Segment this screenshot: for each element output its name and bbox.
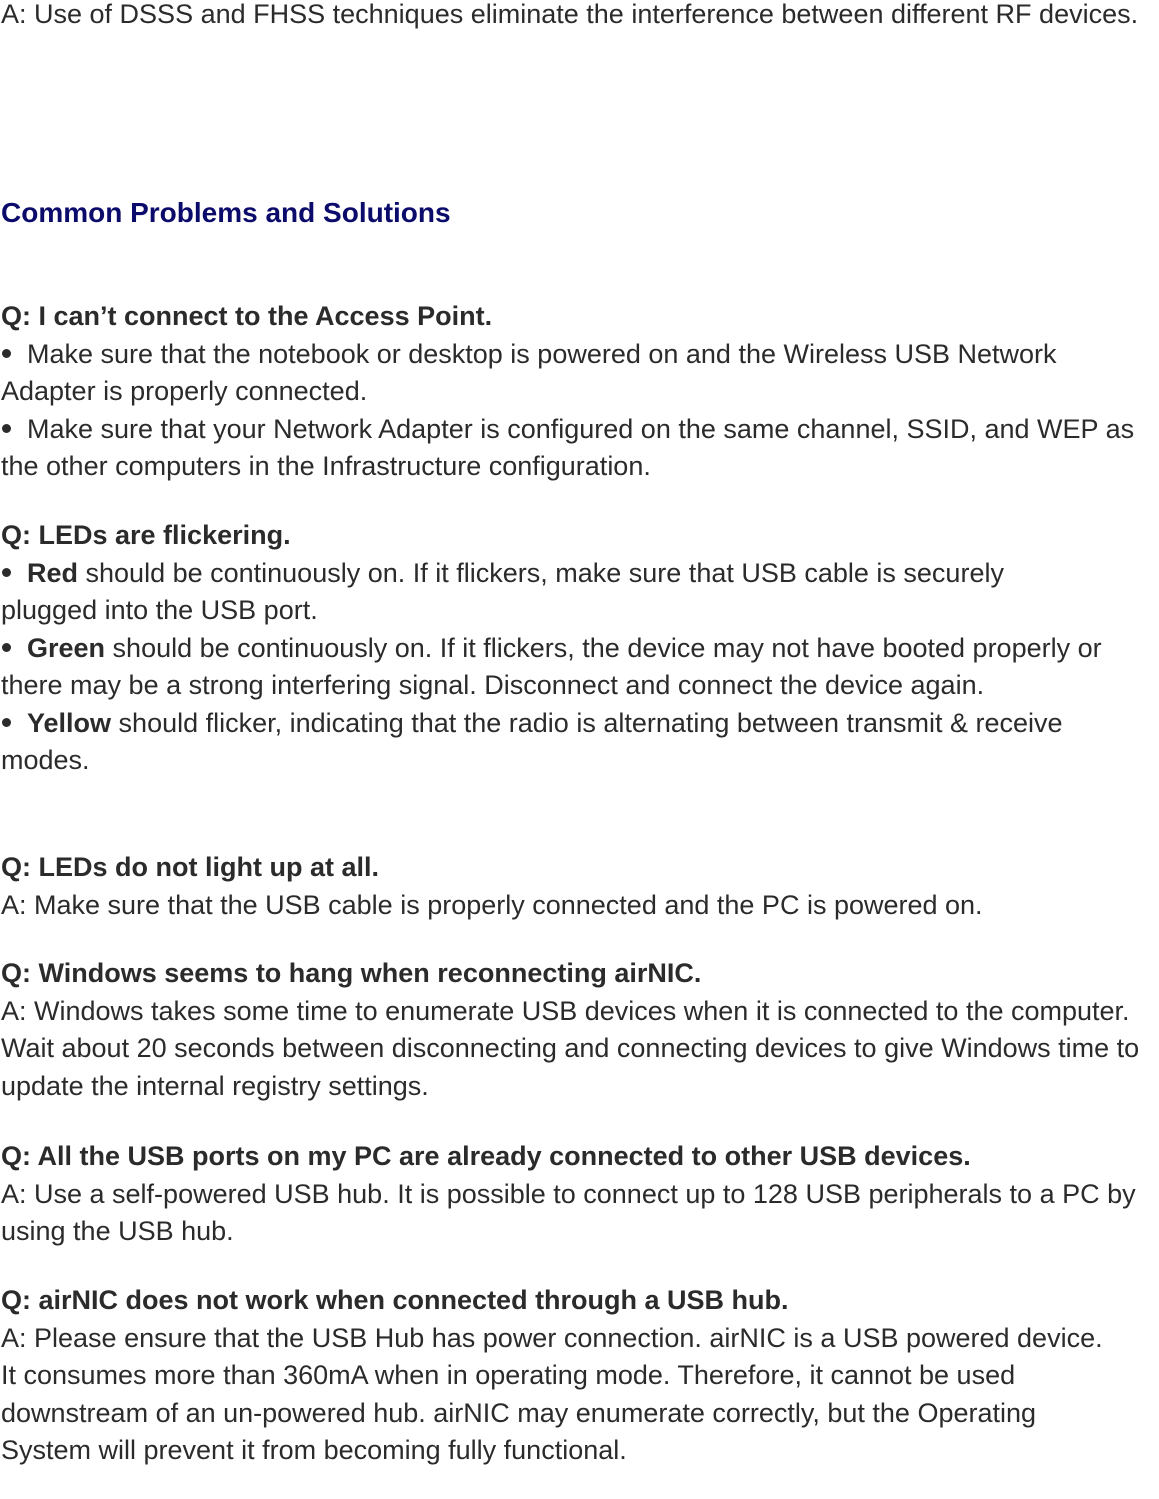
led-text-green: should be continuously on. If it flickers, the device may not have booted properly or there may be a strong interfering signal. Disconnect and connect the device again. bbox=[1, 632, 1102, 700]
bullet-icon bbox=[2, 643, 11, 652]
faq-question: Q: LEDs are flickering. bbox=[1, 520, 291, 550]
section-title: Common Problems and Solutions bbox=[1, 197, 451, 228]
faq-answer: A: Windows takes some time to enumerate USB devices when it is connected to the computer. Wait about 20 seconds between disconnecting and connecting devices to give Windows time to update the internal registry settings. bbox=[1, 995, 1140, 1101]
faq-item-leds-flickering bbox=[1, 517, 1159, 780]
faq-item-usb-hub bbox=[1, 1282, 1159, 1470]
faq-item-windows-hang bbox=[1, 955, 1159, 1105]
led-name-yellow: Yellow bbox=[27, 707, 112, 738]
faq-question: Q: Windows seems to hang when reconnecting airNIC. bbox=[1, 958, 702, 988]
bullet-icon bbox=[2, 349, 11, 358]
faq-question: Q: All the USB ports on my PC are already connected to other USB devices. bbox=[1, 1141, 971, 1171]
faq-answer: A: Use a self-powered USB hub. It is possible to connect up to 128 USB peripherals to a PC by using the USB hub. bbox=[1, 1178, 1136, 1246]
faq-item-usb-ports bbox=[1, 1138, 1159, 1251]
led-name-green: Green bbox=[27, 632, 106, 663]
bullet-icon bbox=[2, 568, 11, 577]
faq-bullet bbox=[1, 411, 1151, 486]
bullet-icon bbox=[2, 718, 11, 727]
led-bullet-yellow bbox=[1, 705, 1141, 780]
led-bullet-red bbox=[1, 555, 1061, 630]
led-text-yellow: should flicker, indicating that the radio is alternating between transmit & receive modes. bbox=[1, 707, 1063, 775]
faq-item-leds-off bbox=[1, 849, 1159, 924]
led-text-red: should be continuously on. If it flickers, make sure that USB cable is securely plugged into the USB port. bbox=[1, 557, 1004, 625]
faq-bullet bbox=[1, 336, 1111, 411]
faq-item-access-point bbox=[1, 298, 1159, 486]
faq-question: Q: LEDs do not light up at all. bbox=[1, 852, 379, 882]
bullet-text: Make sure that your Network Adapter is configured on the same channel, SSID, and WEP as the other computers in the Infrastructure configuration. bbox=[1, 413, 1135, 481]
intro-answer: A: Use of DSSS and FHSS techniques eliminate the interference between different RF devices. bbox=[1, 0, 1139, 29]
bullet-text: Make sure that the notebook or desktop is powered on and the Wireless USB Network Adapter is properly connected. bbox=[1, 338, 1057, 406]
faq-question: Q: airNIC does not work when connected through a USB hub. bbox=[1, 1285, 789, 1315]
faq-question: Q: I can’t connect to the Access Point. bbox=[1, 301, 493, 331]
led-name-red: Red bbox=[27, 557, 79, 588]
led-bullet-green bbox=[1, 630, 1131, 705]
faq-answer: A: Make sure that the USB cable is properly connected and the PC is powered on. bbox=[1, 889, 983, 920]
faq-answer: A: Please ensure that the USB Hub has power connection. airNIC is a USB powered device. It consumes more than 360mA when in operating mode. Therefore, it cannot be used downstream of an un-powered hub. airNIC may enumerate correctly, but the Operating System will prevent it from becoming fully functional. bbox=[1, 1322, 1103, 1465]
bullet-icon bbox=[2, 424, 11, 433]
